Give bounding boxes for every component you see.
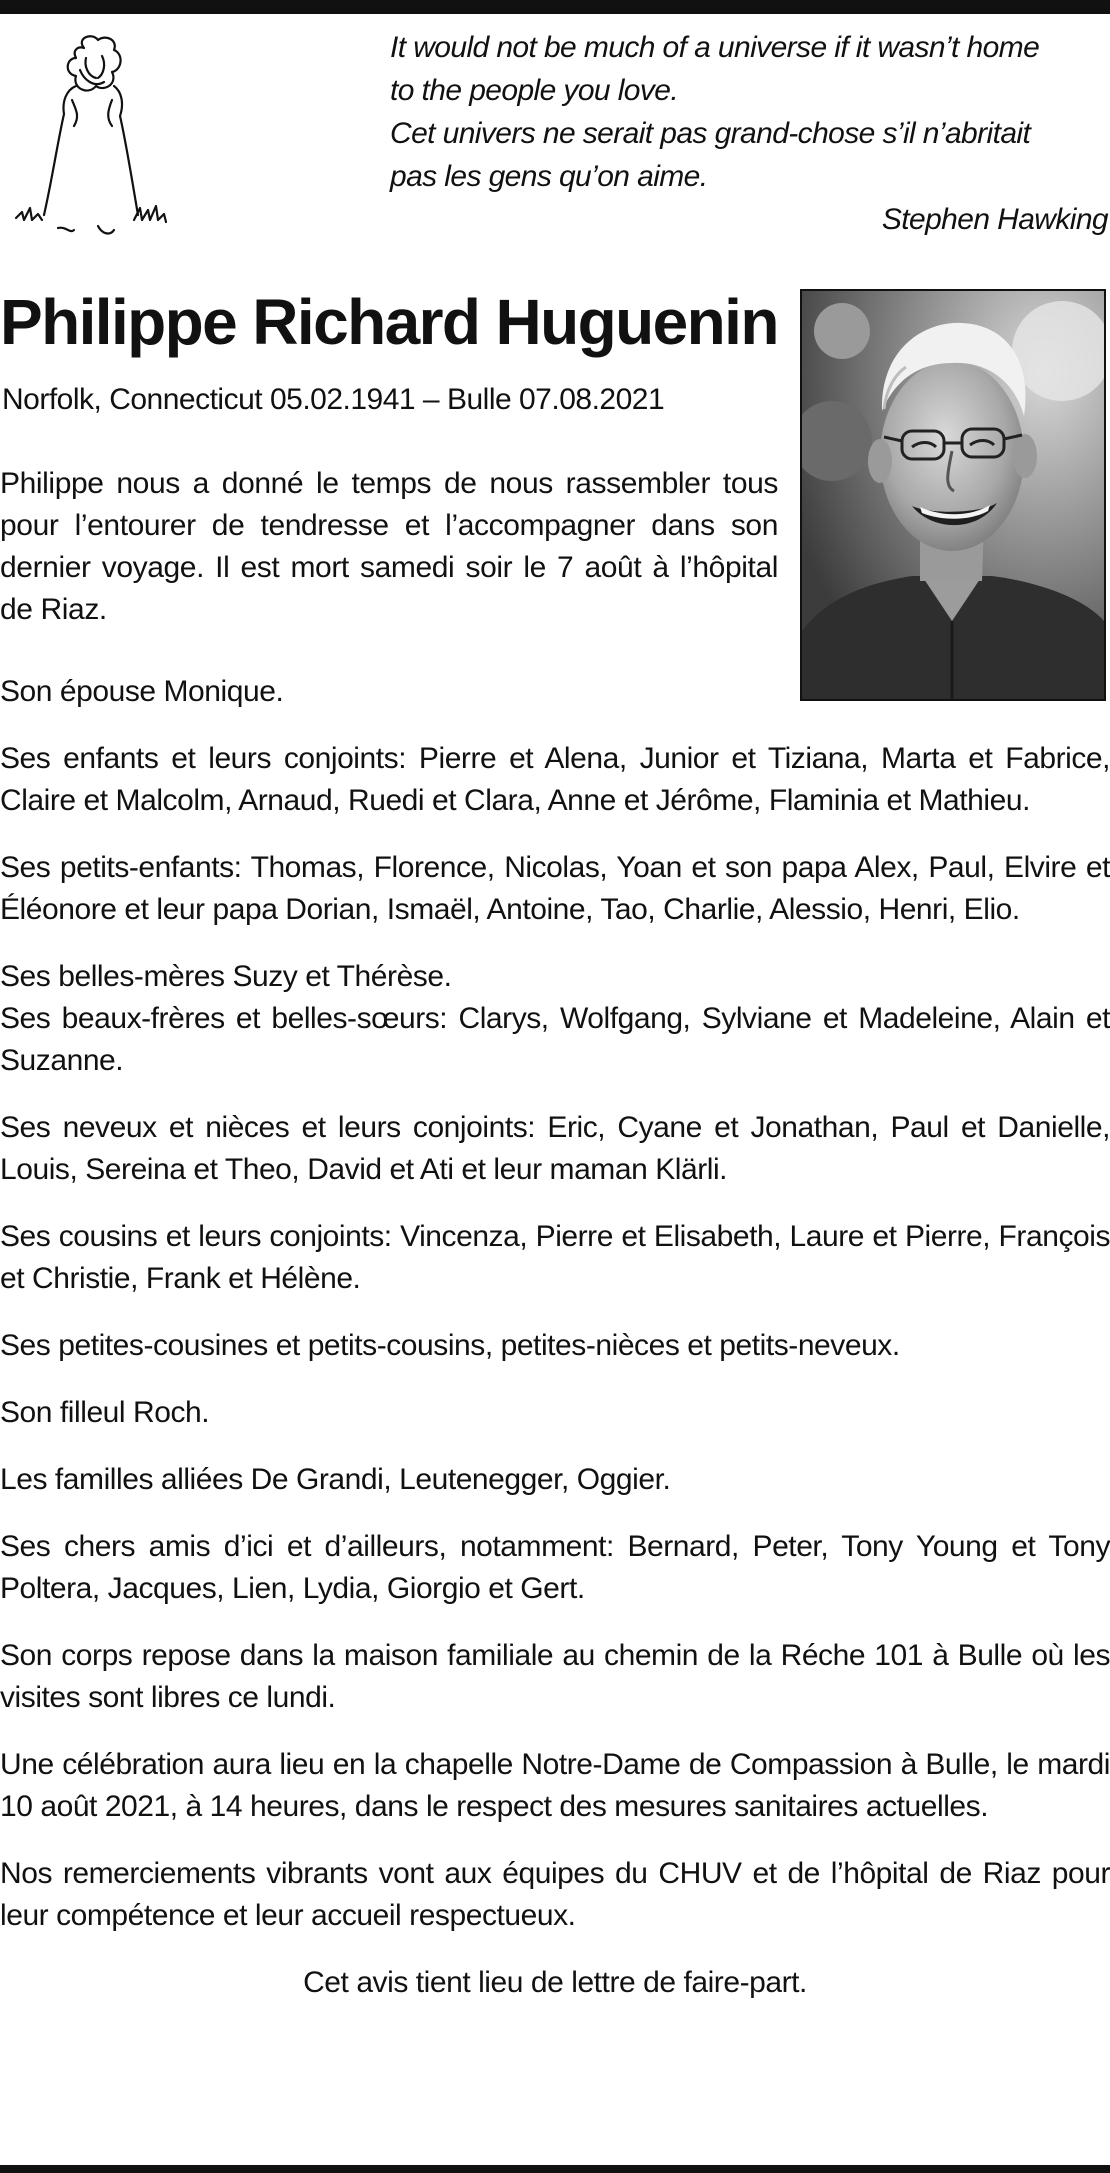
cousins-paragraph: Ses cousins et leurs conjoints: Vincenza, Pierre et Elisabeth, Laure et Pierre, François et Christie, Frank et Hélène. — [0, 1220, 1110, 1295]
quote-line: It would not be much of a universe if it wasn’t home — [390, 31, 1040, 64]
portrait-image — [802, 291, 1104, 699]
quote-line: to the people you love. — [390, 74, 679, 107]
epigraph-quote — [390, 26, 1110, 241]
spouse-line: Son épouse Monique. — [0, 675, 284, 708]
godson-line: Son filleul Roch. — [0, 1396, 210, 1429]
portrait-photo — [800, 289, 1106, 701]
mothers-in-law-line: Ses belles-mères Suzy et Thérèse. — [0, 960, 452, 993]
deceased-name: Philippe Richard Huguenin — [0, 286, 778, 358]
siblings-in-law-line: Ses beaux-frères et belles-sœurs: Clarys, Wolfgang, Sylviane et Madeleine, Alain et Suzanne. — [0, 1002, 1110, 1077]
figure-drawing — [14, 30, 179, 250]
quote-author: Stephen Hawking — [881, 203, 1108, 236]
nephews-nieces-paragraph: Ses neveux et nièces et leurs conjoints: Eric, Cyane et Jonathan, Paul et Danielle, Louis, Sereina et Theo, David et Ati et leur maman Klärli. — [0, 1111, 1110, 1186]
friends-paragraph: Ses chers amis d’ici et d’ailleurs, notamment: Bernard, Peter, Tony Young et Tony Poltera, Jacques, Lien, Lydia, Giorgio et Gert. — [0, 1530, 1110, 1605]
ceremony-paragraph: Une célébration aura lieu en la chapelle Notre-Dame de Compassion à Bulle, le mardi 10 août 2021, à 14 heures, dans le respect des mesures sanitaires actuelles. — [0, 1748, 1110, 1823]
quote-line: pas les gens qu’on aime. — [390, 160, 708, 193]
intro-paragraph: Philippe nous a donné le temps de nous rassembler tous pour l’entourer de tendresse et l’accompagner dans son dernier voyage. Il est mort samedi soir le 7 août à l’hôpital de Riaz. — [0, 467, 778, 626]
children-paragraph: Ses enfants et leurs conjoints: Pierre et Alena, Junior et Tiziana, Marta et Fabrice, Claire et Malcolm, Arnaud, Ruedi et Clara, Anne et Jérôme, Flaminia et Mathieu. — [0, 742, 1110, 817]
second-cousins-line: Ses petites-cousines et petits-cousins, petites-nièces et petits-neveux. — [0, 1329, 900, 1362]
closing-line: Cet avis tient lieu de lettre de faire-part. — [303, 1966, 807, 1999]
allied-families-line: Les familles alliées De Grandi, Leutenegger, Oggier. — [0, 1463, 671, 1496]
birth-death-dates: Norfolk, Connecticut 05.02.1941 – Bulle 07.08.2021 — [2, 383, 665, 416]
grandchildren-paragraph: Ses petits-enfants: Thomas, Florence, Nicolas, Yoan et son papa Alex, Paul, Elvire et Éléonore et leur papa Dorian, Ismaël, Antoine, Tao, Charlie, Alessio, Henri, Elio. — [0, 851, 1110, 926]
top-rule — [0, 0, 1110, 14]
in-laws-paragraph — [0, 956, 1110, 1082]
quote-line: Cet univers ne serait pas grand-chose s’il n’abritait — [390, 117, 1031, 150]
bottom-rule — [0, 2165, 1110, 2173]
resting-place-paragraph: Son corps repose dans la maison familiale au chemin de la Réche 101 à Bulle où les visites sont libres ce lundi. — [0, 1639, 1110, 1714]
thanks-paragraph: Nos remerciements vibrants vont aux équipes du CHUV et de l’hôpital de Riaz pour leur compétence et leur accueil respectueux. — [0, 1857, 1110, 1932]
announcement-body — [0, 671, 1110, 2029]
